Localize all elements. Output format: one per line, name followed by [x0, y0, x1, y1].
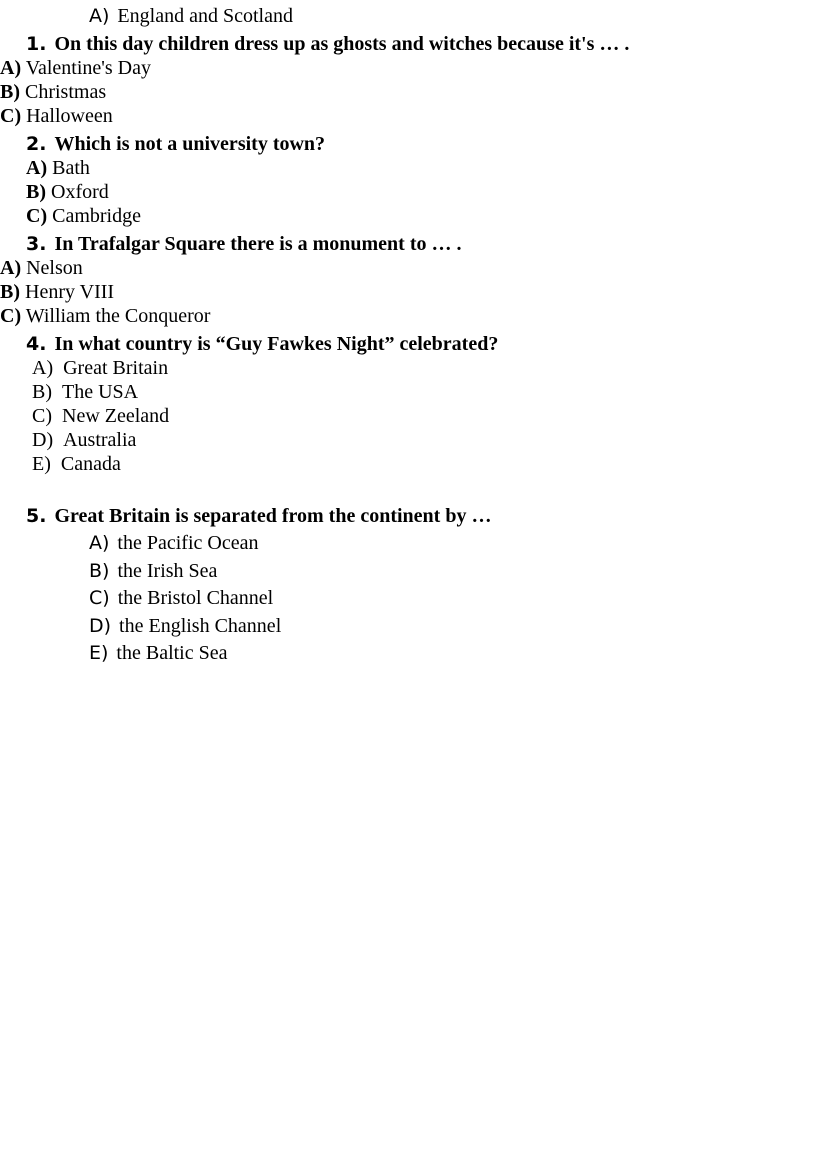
option-text: Oxford [51, 181, 109, 203]
option-label: A) [0, 57, 22, 79]
option-label: C) [0, 305, 22, 327]
option-text: Canada [60, 453, 121, 475]
option-text: Valentine's Day [25, 57, 151, 79]
question-2 [26, 132, 325, 156]
question-4-option-d [32, 428, 136, 452]
option-label: E) [89, 642, 109, 664]
option-text: William the Conqueror [25, 305, 211, 327]
option-label: A) [89, 532, 110, 554]
question-3-option-c [0, 304, 210, 328]
question-number: 1. [26, 33, 47, 55]
option-label: C) [0, 105, 22, 127]
option-label: D) [32, 429, 54, 451]
option-text: Christmas [25, 81, 107, 103]
question-5-option-e [89, 641, 228, 665]
question-4-option-a [32, 356, 168, 380]
question-number: 3. [26, 233, 47, 255]
option-label: E) [32, 453, 51, 475]
option-label: C) [89, 587, 110, 609]
option-label: B) [0, 281, 20, 303]
option-text: England and Scotland [117, 5, 293, 27]
option-text: the English Channel [119, 615, 282, 637]
question-5-option-a [89, 531, 258, 555]
option-label: B) [26, 181, 46, 203]
option-text: New Zeeland [62, 405, 170, 427]
question-text: In Trafalgar Square there is a monument to … . [54, 233, 462, 255]
option-text: the Bristol Channel [117, 587, 274, 609]
question-text: Which is not a university town? [54, 133, 326, 155]
option-text: Bath [52, 157, 90, 179]
option-label: A) [32, 357, 54, 379]
question-5-option-d [89, 614, 281, 638]
option-label: B) [32, 381, 52, 403]
option-label: A) [0, 257, 22, 279]
option-text: the Pacific Ocean [117, 532, 259, 554]
question-number: 5. [26, 505, 47, 527]
question-1-option-a [0, 56, 151, 80]
question-4-option-e [32, 452, 121, 476]
option-text: The USA [62, 381, 139, 403]
option-text: Halloween [26, 105, 113, 127]
question-text: On this day children dress up as ghosts and witches because it's … . [54, 33, 630, 55]
question-4-option-c [32, 404, 169, 428]
option-label: D) [89, 615, 112, 637]
question-2-option-a [26, 156, 90, 180]
option-text: the Irish Sea [117, 560, 218, 582]
option-text: the Baltic Sea [116, 642, 228, 664]
question-number: 2. [26, 133, 47, 155]
option-label: B) [0, 81, 20, 103]
option-label: C) [26, 205, 48, 227]
option-label: B) [89, 560, 110, 582]
option-label: A) [26, 157, 48, 179]
question-3-option-b [0, 280, 114, 304]
option-text: Henry VIII [25, 281, 115, 303]
question-5-option-c [89, 586, 273, 610]
question-text: Great Britain is separated from the continent by … [54, 505, 492, 527]
question-3-option-a [0, 256, 83, 280]
question-5-option-b [89, 559, 217, 583]
intro-option [89, 4, 293, 28]
option-text: Australia [63, 429, 137, 451]
question-4 [26, 332, 498, 356]
question-text: In what country is “Guy Fawkes Night” celebrated? [54, 333, 499, 355]
option-text: Great Britain [63, 357, 169, 379]
question-2-option-c [26, 204, 141, 228]
question-3 [26, 232, 462, 256]
option-text: Cambridge [52, 205, 141, 227]
question-1-option-c [0, 104, 113, 128]
question-1-option-b [0, 80, 106, 104]
question-4-option-b [32, 380, 138, 404]
option-label: C) [32, 405, 52, 427]
question-number: 4. [26, 333, 47, 355]
option-label: A) [89, 5, 110, 27]
question-2-option-b [26, 180, 109, 204]
option-text: Nelson [26, 257, 83, 279]
question-1 [26, 32, 629, 56]
question-5 [26, 504, 491, 528]
